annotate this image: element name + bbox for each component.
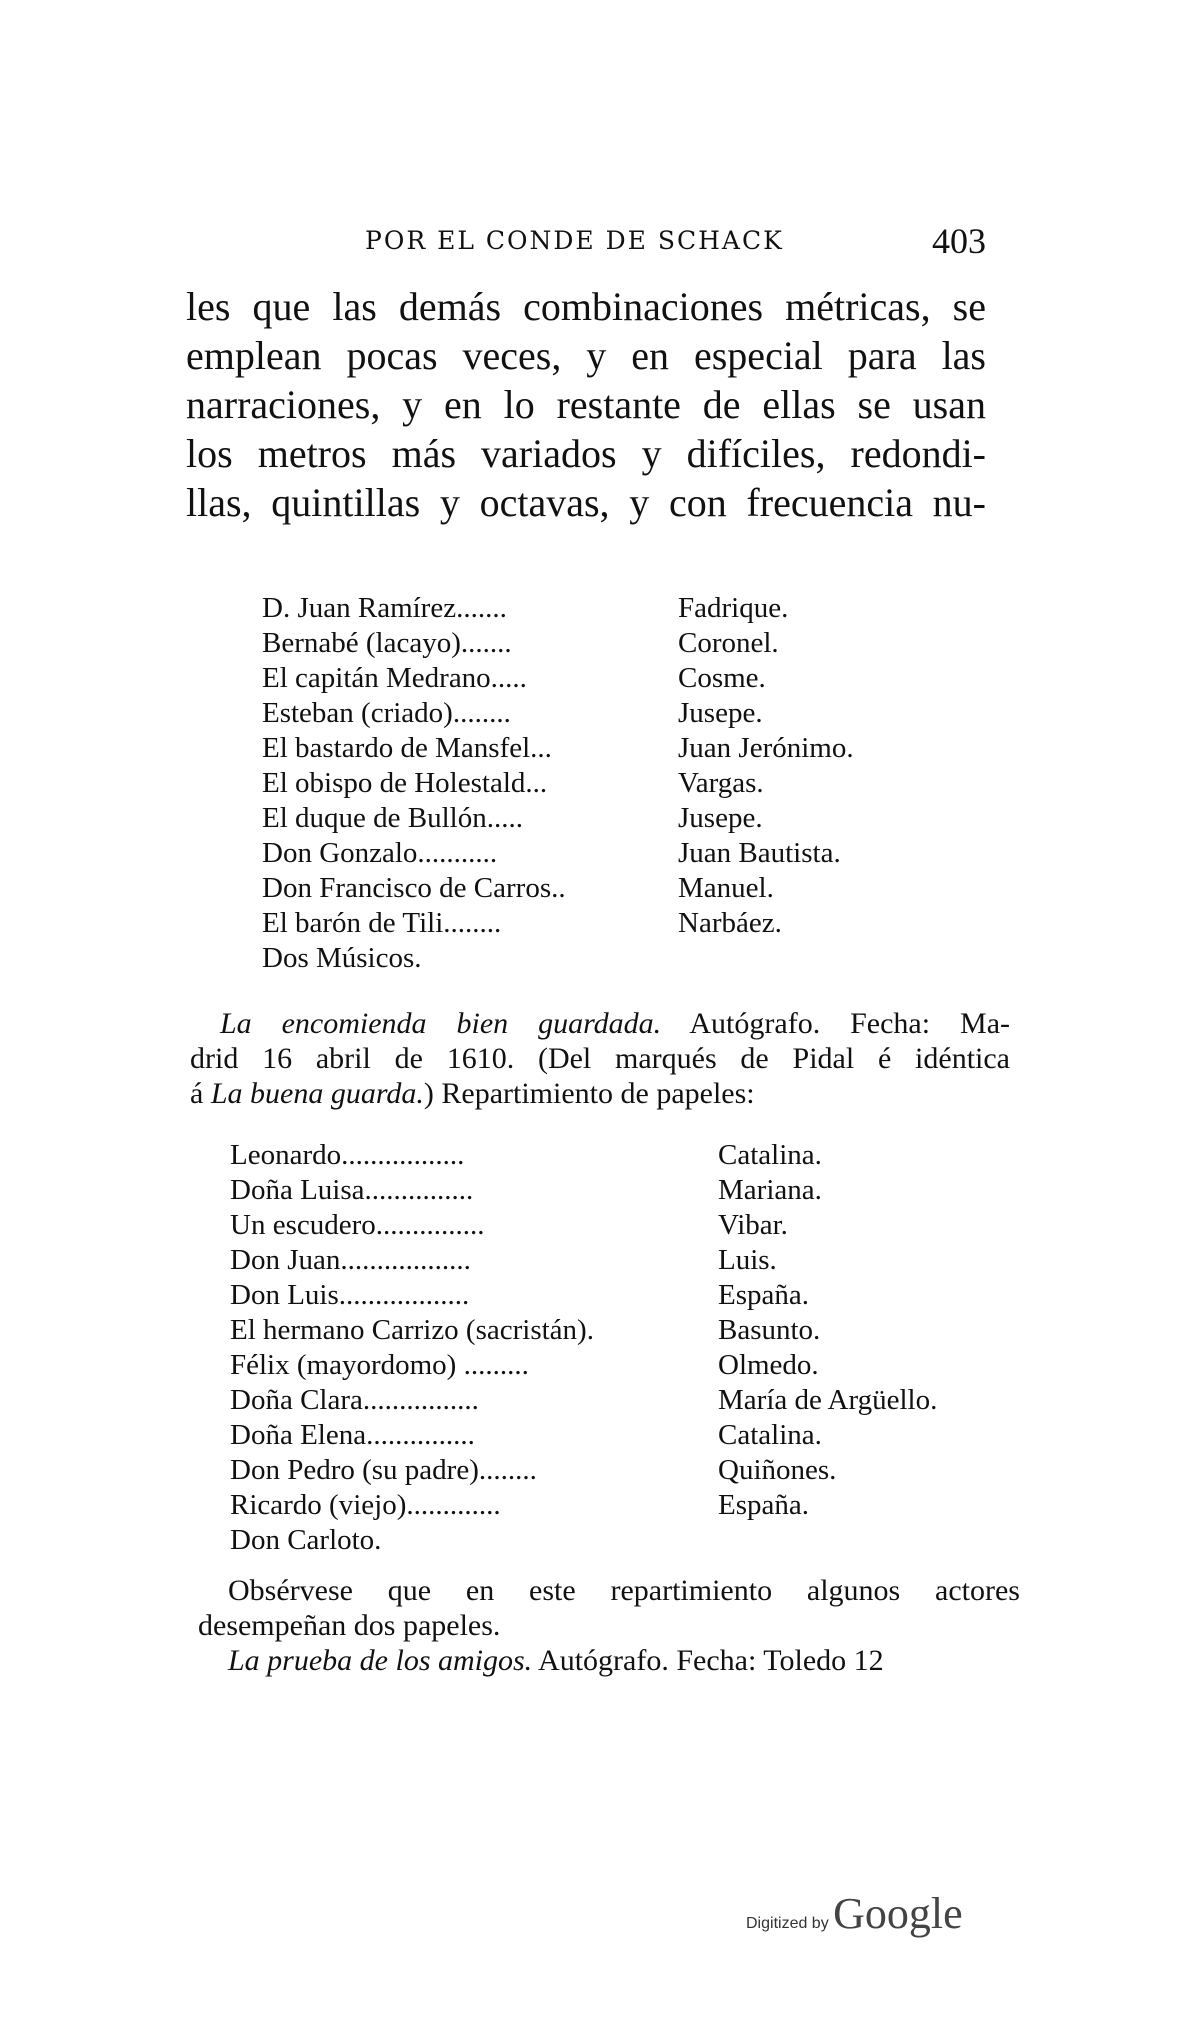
cast-row	[262, 801, 962, 836]
note-line: Obsérvese que en este repartimiento algunos actores	[228, 1574, 1020, 1607]
role-name: El bastardo de Mansfel...	[262, 732, 552, 764]
role-name: Don Pedro (su padre)........	[230, 1454, 537, 1486]
actor-name: Manuel.	[678, 872, 774, 904]
cast-row	[262, 591, 962, 626]
actor-name: Basunto.	[718, 1314, 821, 1346]
entry-line	[190, 1076, 1010, 1111]
actor-name: Coronel.	[678, 627, 779, 659]
role-name: Ricardo (viejo).............	[230, 1489, 501, 1521]
role-name: Don Carloto.	[230, 1524, 382, 1556]
cast-row	[230, 1278, 1010, 1313]
role-name: Leonardo.................	[230, 1139, 465, 1171]
role-name: El obispo de Holestald...	[262, 767, 548, 799]
play-title: La buena guarda.	[210, 1077, 424, 1110]
watermark-logo-text: Google	[833, 1889, 963, 1938]
actor-name: Olmedo.	[718, 1349, 819, 1381]
role-name: Doña Luisa...............	[230, 1174, 474, 1206]
entry-text: Autógrafo. Fecha: Ma-	[661, 1007, 1010, 1040]
cast-row	[230, 1208, 1010, 1243]
actor-name: Luis.	[718, 1244, 777, 1276]
intro-line: llas, quintillas y octavas, y con frecuencia nu-	[186, 480, 986, 525]
actor-name: España.	[718, 1279, 809, 1311]
cast-row	[262, 731, 962, 766]
google-watermark	[746, 1888, 963, 1939]
actor-name: Vibar.	[718, 1209, 788, 1241]
entry-text: ) Repartimiento de papeles:	[423, 1077, 755, 1110]
intro-line: emplean pocas veces, y en especial para las	[186, 333, 986, 378]
cast-row	[230, 1348, 1010, 1383]
cast-list-1	[262, 591, 962, 976]
actor-name: Fadrique.	[678, 592, 789, 624]
cast-row	[262, 906, 962, 941]
entry-text: á	[190, 1077, 211, 1110]
actor-name: Catalina.	[718, 1139, 822, 1171]
cast-row	[230, 1313, 1010, 1348]
cast-row	[230, 1523, 1010, 1558]
cast-list-2	[230, 1138, 1010, 1558]
note-line: desempeñan dos papeles.	[198, 1609, 501, 1642]
role-name: D. Juan Ramírez.......	[262, 592, 507, 624]
role-name: Esteban (criado)........	[262, 697, 511, 729]
role-name: Félix (mayordomo) .........	[230, 1349, 529, 1381]
role-name: Don Luis..................	[230, 1279, 470, 1311]
role-name: Un escudero...............	[230, 1209, 485, 1241]
cast-row	[262, 871, 962, 906]
actor-name: España.	[718, 1489, 809, 1521]
actor-name: Narbáez.	[678, 907, 782, 939]
cast-row	[262, 836, 962, 871]
role-name: Dos Músicos.	[262, 942, 422, 974]
role-name: Doña Clara................	[230, 1384, 479, 1416]
role-name: Doña Elena...............	[230, 1419, 475, 1451]
cast-row	[230, 1173, 1010, 1208]
cast-row	[230, 1418, 1010, 1453]
play-title: La encomienda bien guardada.	[220, 1007, 662, 1040]
cast-row	[262, 766, 962, 801]
role-name: Don Gonzalo...........	[262, 837, 498, 869]
role-name: El barón de Tili........	[262, 907, 502, 939]
note-paragraph	[198, 1573, 1020, 1678]
actor-name: Juan Jerónimo.	[678, 732, 854, 764]
cast-row	[230, 1138, 1010, 1173]
role-name: Don Francisco de Carros..	[262, 872, 566, 904]
entry-line	[190, 1006, 1010, 1041]
actor-name: Jusepe.	[678, 697, 763, 729]
running-title: POR EL CONDE DE SCHACK	[365, 226, 784, 255]
cast-row	[262, 696, 962, 731]
entry-text: Autógrafo. Fecha: Toledo 12	[532, 1644, 884, 1677]
intro-line: los metros más variados y difíciles, redondi-	[186, 431, 986, 476]
role-name: El hermano Carrizo (sacristán).	[230, 1314, 594, 1346]
intro-line: narraciones, y en lo restante de ellas se usan	[186, 382, 986, 427]
play-title: La prueba de los amigos.	[228, 1644, 533, 1677]
role-name: Don Juan..................	[230, 1244, 471, 1276]
entry-encomienda	[190, 1006, 1010, 1111]
cast-row	[262, 626, 962, 661]
intro-paragraph	[186, 282, 986, 527]
entry-line: drid 16 abril de 1610. (Del marqués de Pidal é idéntica	[190, 1042, 1010, 1075]
cast-row	[230, 1243, 1010, 1278]
intro-line: les que las demás combinaciones métricas, se	[186, 284, 986, 329]
actor-name: Jusepe.	[678, 802, 763, 834]
role-name: El duque de Bullón.....	[262, 802, 523, 834]
actor-name: Vargas.	[678, 767, 764, 799]
entry-line	[198, 1643, 1020, 1678]
cast-row	[230, 1383, 1010, 1418]
actor-name: María de Argüello.	[718, 1384, 938, 1416]
actor-name: Cosme.	[678, 662, 766, 694]
cast-row	[262, 941, 962, 976]
actor-name: Juan Bautista.	[678, 837, 841, 869]
actor-name: Catalina.	[718, 1419, 822, 1451]
role-name: Bernabé (lacayo).......	[262, 627, 512, 659]
actor-name: Quiñones.	[718, 1454, 837, 1486]
watermark-small-text: Digitized by	[746, 1915, 834, 1932]
cast-row	[230, 1488, 1010, 1523]
role-name: El capitán Medrano.....	[262, 662, 527, 694]
cast-row	[230, 1453, 1010, 1488]
actor-name: Mariana.	[718, 1174, 822, 1206]
page-number: 403	[932, 221, 986, 261]
cast-row	[262, 661, 962, 696]
